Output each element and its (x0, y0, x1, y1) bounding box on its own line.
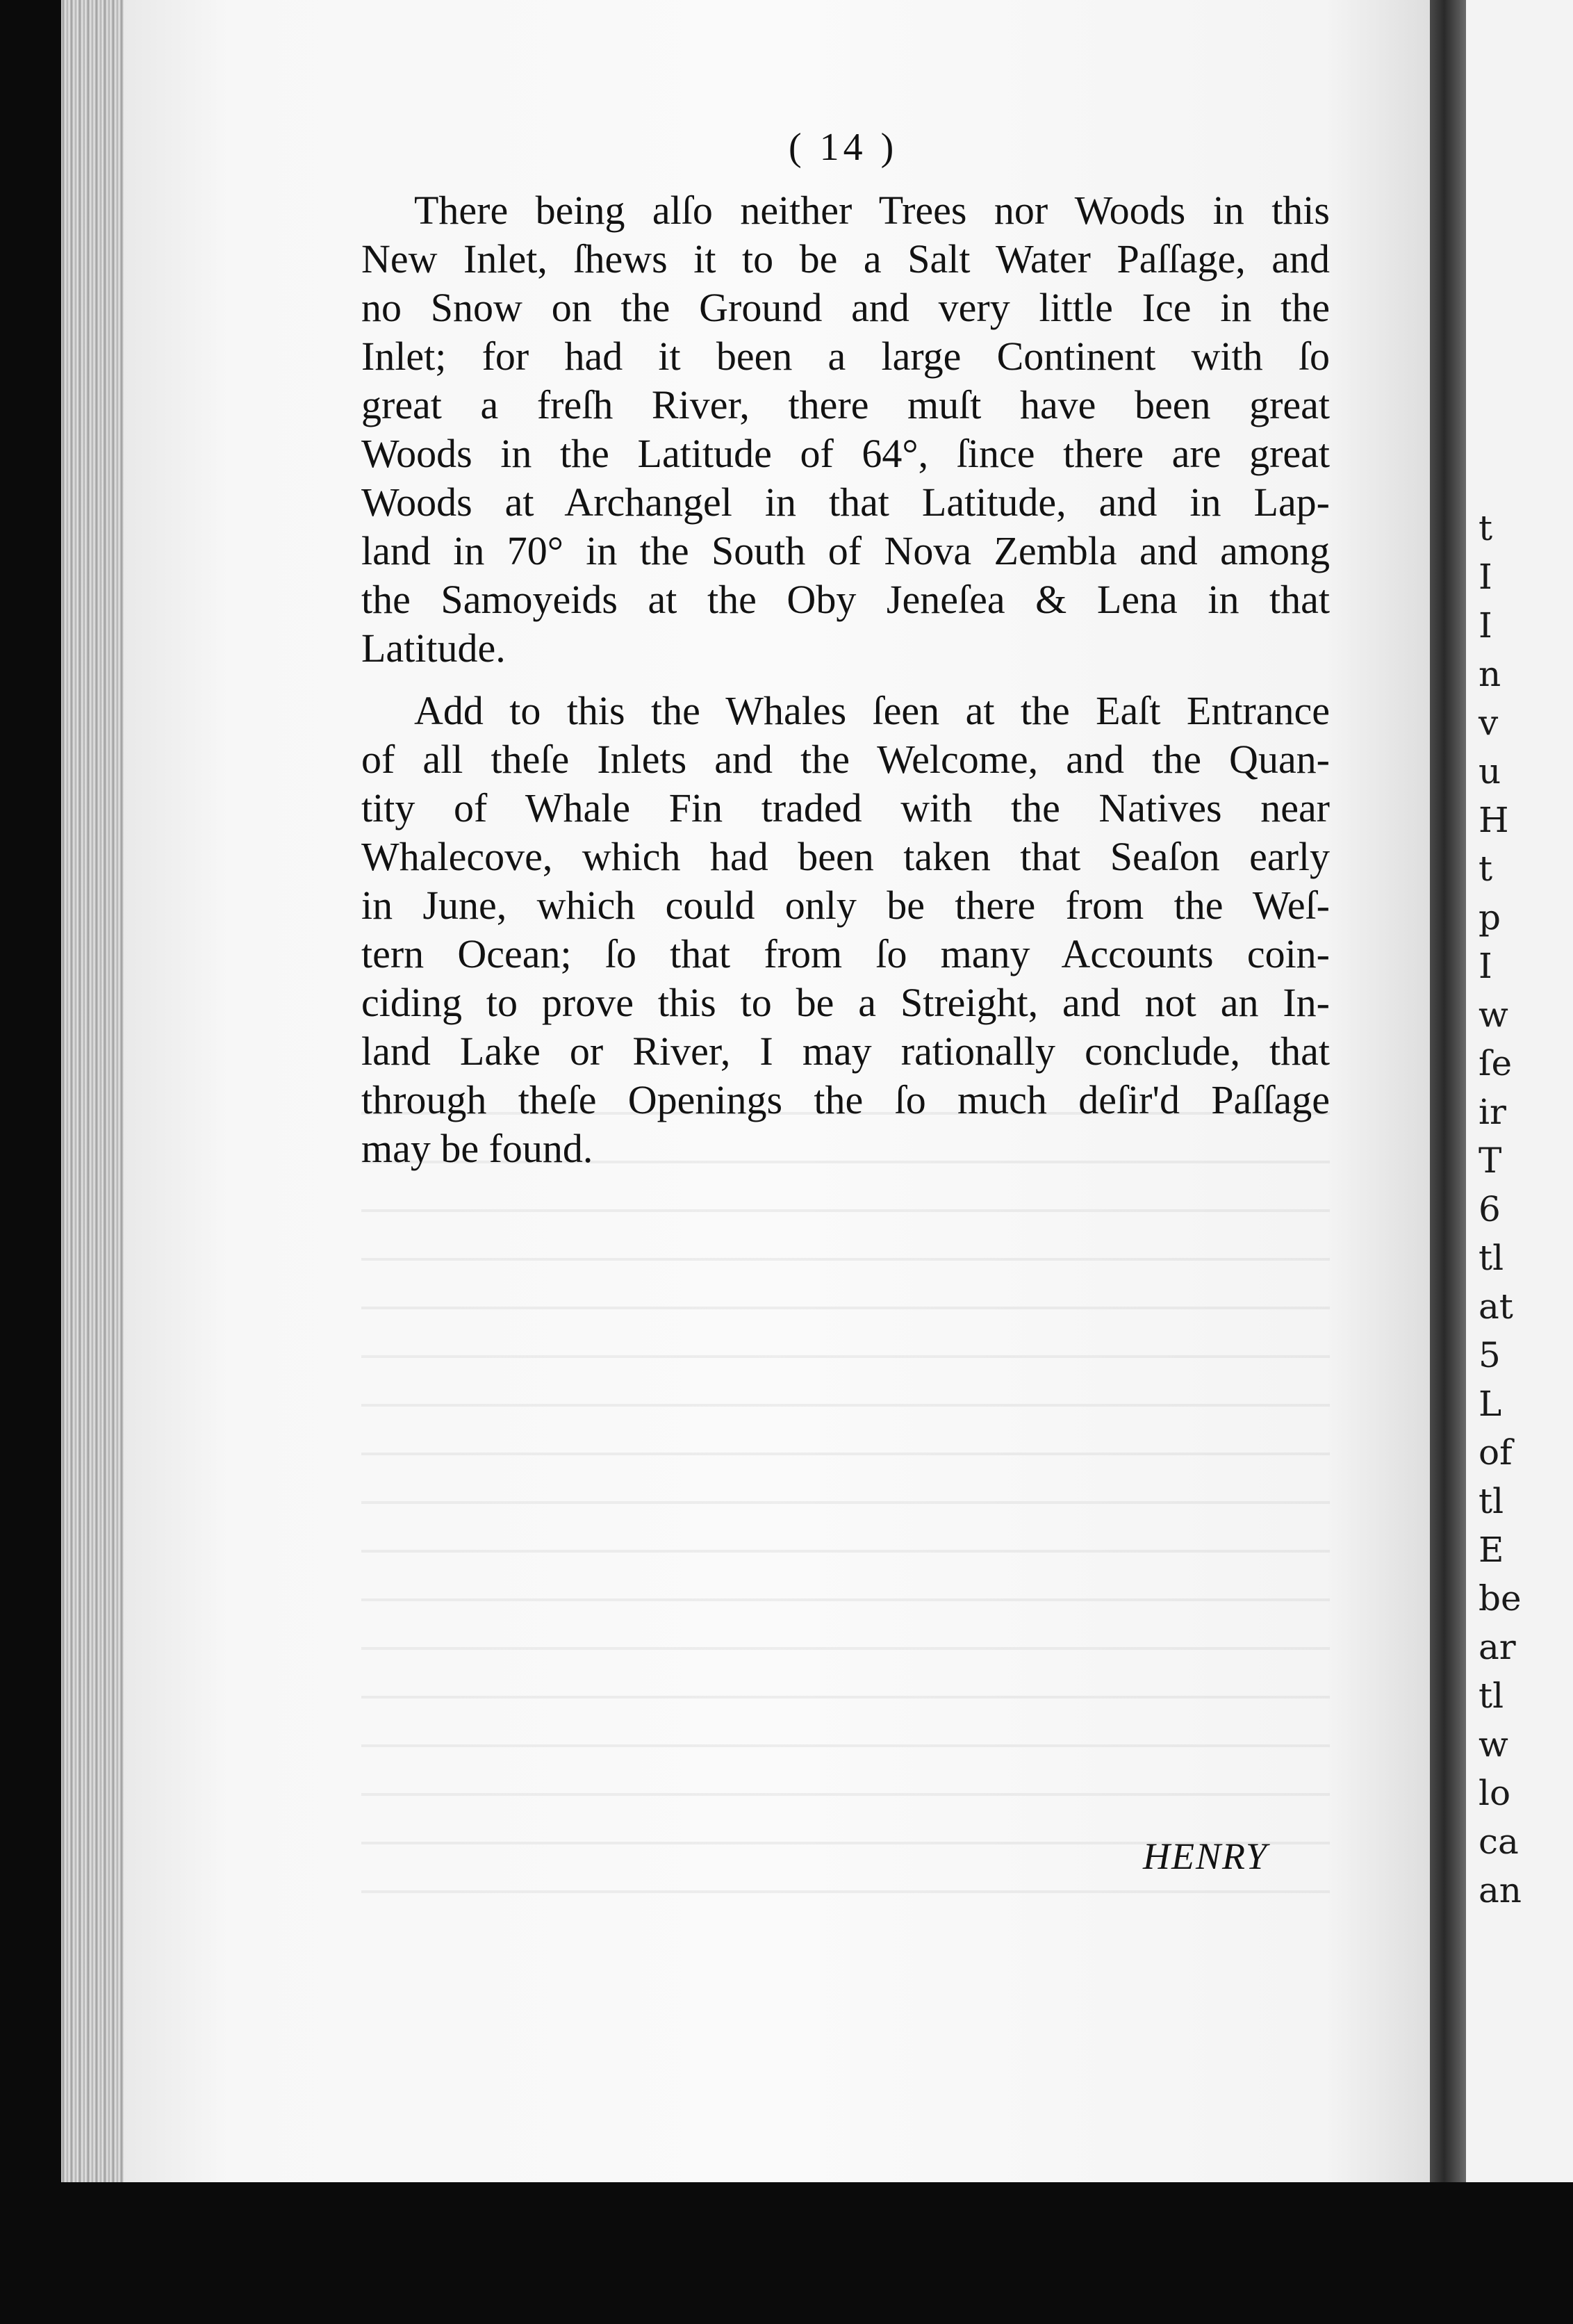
text-line: Inlet; for had it been a large Continent with ſo (361, 334, 1330, 379)
text-line: Latitude. (361, 625, 506, 671)
page-number: ( 14 ) (789, 126, 898, 169)
left-page-edges (61, 0, 124, 2182)
page-body-text (361, 186, 1330, 1173)
text-line: tern Ocean; ſo that from ſo many Accounts coin- (361, 931, 1330, 976)
facing-page-letter: E (1479, 1530, 1504, 1570)
facing-page-letter: t (1479, 849, 1493, 889)
facing-page-letter: t (1479, 508, 1493, 548)
facing-page-letter: 6 (1479, 1189, 1501, 1229)
scan-bottom-border (0, 2182, 1573, 2324)
text-line: no Snow on the Ground and very little Ice in the (361, 285, 1330, 330)
facing-page-letter: an (1479, 1870, 1522, 1910)
text-line: may be found. (361, 1126, 593, 1171)
text-line: in June, which could only be there from the Weſ- (361, 883, 1330, 928)
text-line: There being alſo neither Trees nor Woods in this (414, 188, 1330, 233)
facing-page-letter: tl (1479, 1676, 1504, 1716)
facing-page-letter: tl (1479, 1481, 1504, 1521)
text-line: Woods in the Latitude of 64°, ſince there are great (361, 431, 1330, 476)
text-line: Whalecove, which had been taken that Seaſon early (361, 834, 1330, 879)
text-line: the Samoyeids at the Oby Jeneſea & Lena in that (361, 577, 1330, 622)
facing-page-letter: ar (1479, 1627, 1516, 1667)
facing-page-letter: ſe (1479, 1043, 1513, 1083)
catchword: HENRY (1143, 1835, 1269, 1877)
facing-page-letter: p (1479, 897, 1501, 938)
facing-page-letter: I (1479, 557, 1492, 597)
text-line: Add to this the Whales ſeen at the Eaſt Entrance (414, 688, 1330, 733)
paragraph-gap (361, 673, 1330, 687)
facing-page-letter: I (1479, 605, 1492, 646)
text-line: through theſe Openings the ſo much deſir'd Paſſage (361, 1077, 1330, 1122)
facing-page-letter: L (1479, 1384, 1502, 1424)
facing-page-letter: lo (1479, 1773, 1511, 1813)
facing-page-letter: H (1479, 800, 1509, 840)
facing-page-letter: w (1479, 995, 1508, 1035)
book-gutter (1430, 0, 1466, 2182)
text-line: Woods at Archangel in that Latitude, and in Lap- (361, 480, 1330, 525)
facing-page-fragment (1466, 0, 1573, 2182)
facing-page-letter: of (1479, 1432, 1513, 1473)
facing-page-letter: u (1479, 751, 1501, 792)
facing-page-letter: ca (1479, 1822, 1519, 1862)
text-line: of all theſe Inlets and the Welcome, and the Quan- (361, 737, 1330, 782)
text-line: great a freſh River, there muſt have been great (361, 382, 1330, 427)
facing-page-letter: I (1479, 946, 1492, 986)
text-line: New Inlet, ſhews it to be a Salt Water Paſſage, and (361, 236, 1330, 281)
show-through-text (361, 1084, 1330, 1918)
facing-page-letter: 5 (1479, 1335, 1501, 1375)
text-line: tity of Whale Fin traded with the Natives near (361, 785, 1330, 830)
facing-page-letter: n (1479, 654, 1501, 694)
facing-page-letter: ir (1479, 1092, 1506, 1132)
text-line: land in 70° in the South of Nova Zembla and among (361, 528, 1330, 573)
facing-page-letter: T (1479, 1140, 1502, 1181)
text-line: ciding to prove this to be a Streight, and not an In- (361, 980, 1330, 1025)
facing-page-letter: tl (1479, 1238, 1504, 1278)
text-line: land Lake or River, I may rationally conclude, that (361, 1029, 1330, 1074)
facing-page-letter: w (1479, 1724, 1508, 1765)
facing-page-letter: v (1479, 703, 1499, 743)
facing-page-letter: be (1479, 1578, 1522, 1619)
facing-page-letter: at (1479, 1286, 1513, 1327)
